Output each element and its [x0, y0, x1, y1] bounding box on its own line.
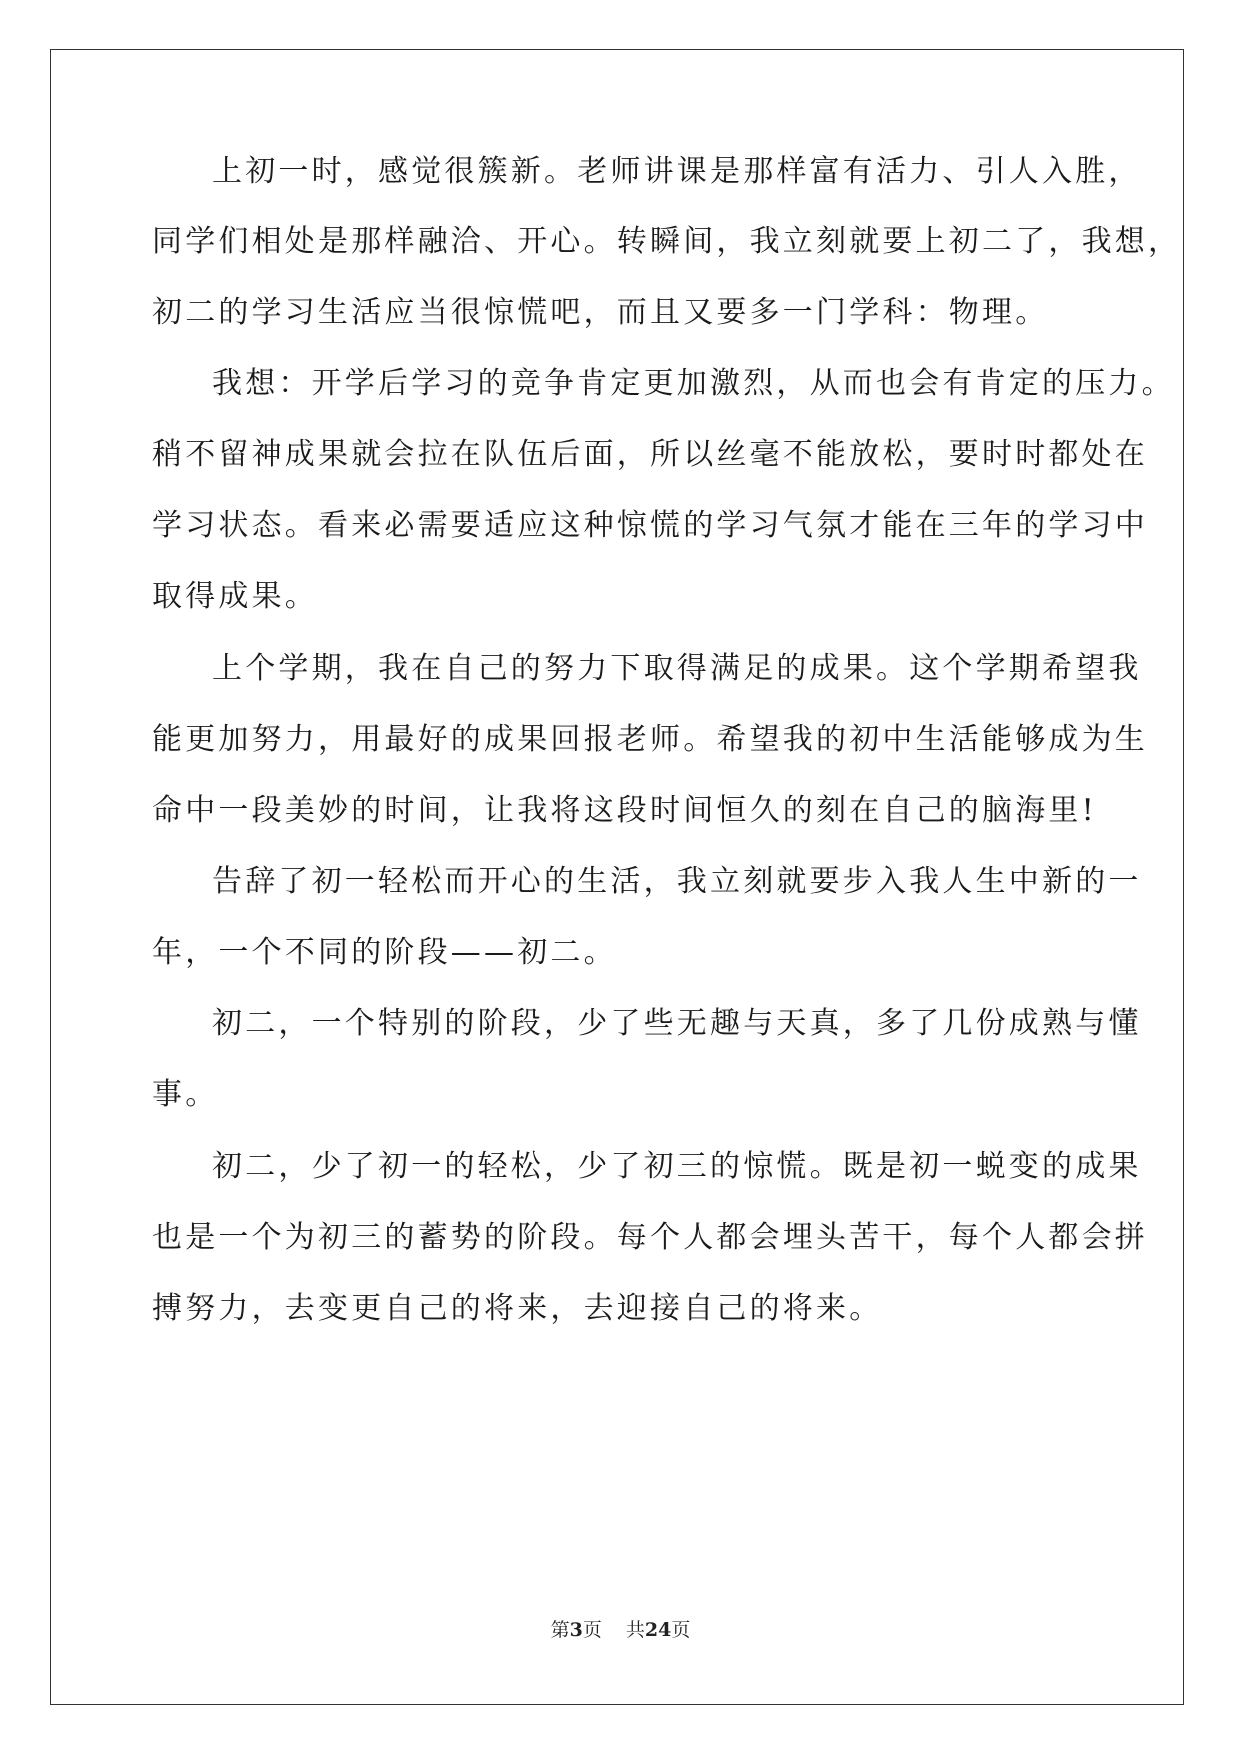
paragraph-line: 命中一段美妙的时间，让我将这段时间恒久的刻在自己的脑海里!: [152, 793, 1097, 828]
paragraph-line: 搏努力，去变更自己的将来，去迎接自己的将来。: [152, 1291, 883, 1326]
paragraph-line: 上个学期，我在自己的努力下取得满足的成果。这个学期希望我: [212, 651, 1142, 686]
paragraph-line: 取得成果。: [152, 579, 318, 614]
paragraph-line: 事。: [152, 1077, 219, 1112]
page-footer: [0, 1618, 1241, 1642]
paragraph-line: 能更加努力，用最好的成果回报老师。希望我的初中生活能够成为生: [152, 722, 1148, 757]
paragraph-line: 稍不留神成果就会拉在队伍后面，所以丝毫不能放松，要时时都处在: [152, 437, 1148, 472]
paragraph-line: 年，一个不同的阶段——初二。: [152, 935, 617, 970]
paragraph-line: 告辞了初一轻松而开心的生活，我立刻就要步入我人生中新的一: [212, 864, 1142, 899]
paragraph-line: 学习状态。看来必需要适应这种惊慌的学习气氛才能在三年的学习中: [152, 508, 1148, 543]
page-total: 共24页: [625, 1619, 691, 1641]
paragraph-line: 上初一时，感觉很簇新。老师讲课是那样富有活力、引人入胜，: [212, 154, 1142, 189]
paragraph-line: 也是一个为初三的蓄势的阶段。每个人都会埋头苦干，每个人都会拼: [152, 1220, 1148, 1255]
paragraph-line: 初二的学习生活应当很惊慌吧，而且又要多一门学科：物理。: [152, 295, 1049, 330]
paragraph-line: 初二，一个特别的阶段，少了些无趣与天真，多了几份成熟与懂: [212, 1006, 1142, 1041]
page-number: 第3页: [550, 1619, 602, 1641]
paragraph-line: 同学们相处是那样融洽、开心。转瞬间，我立刻就要上初二了，我想，: [152, 224, 1182, 259]
paragraph-line: 我想：开学后学习的竞争肯定更加激烈，从而也会有肯定的压力。: [212, 366, 1175, 401]
paragraph-line: 初二，少了初一的轻松，少了初三的惊慌。既是初一蜕变的成果: [212, 1149, 1142, 1184]
